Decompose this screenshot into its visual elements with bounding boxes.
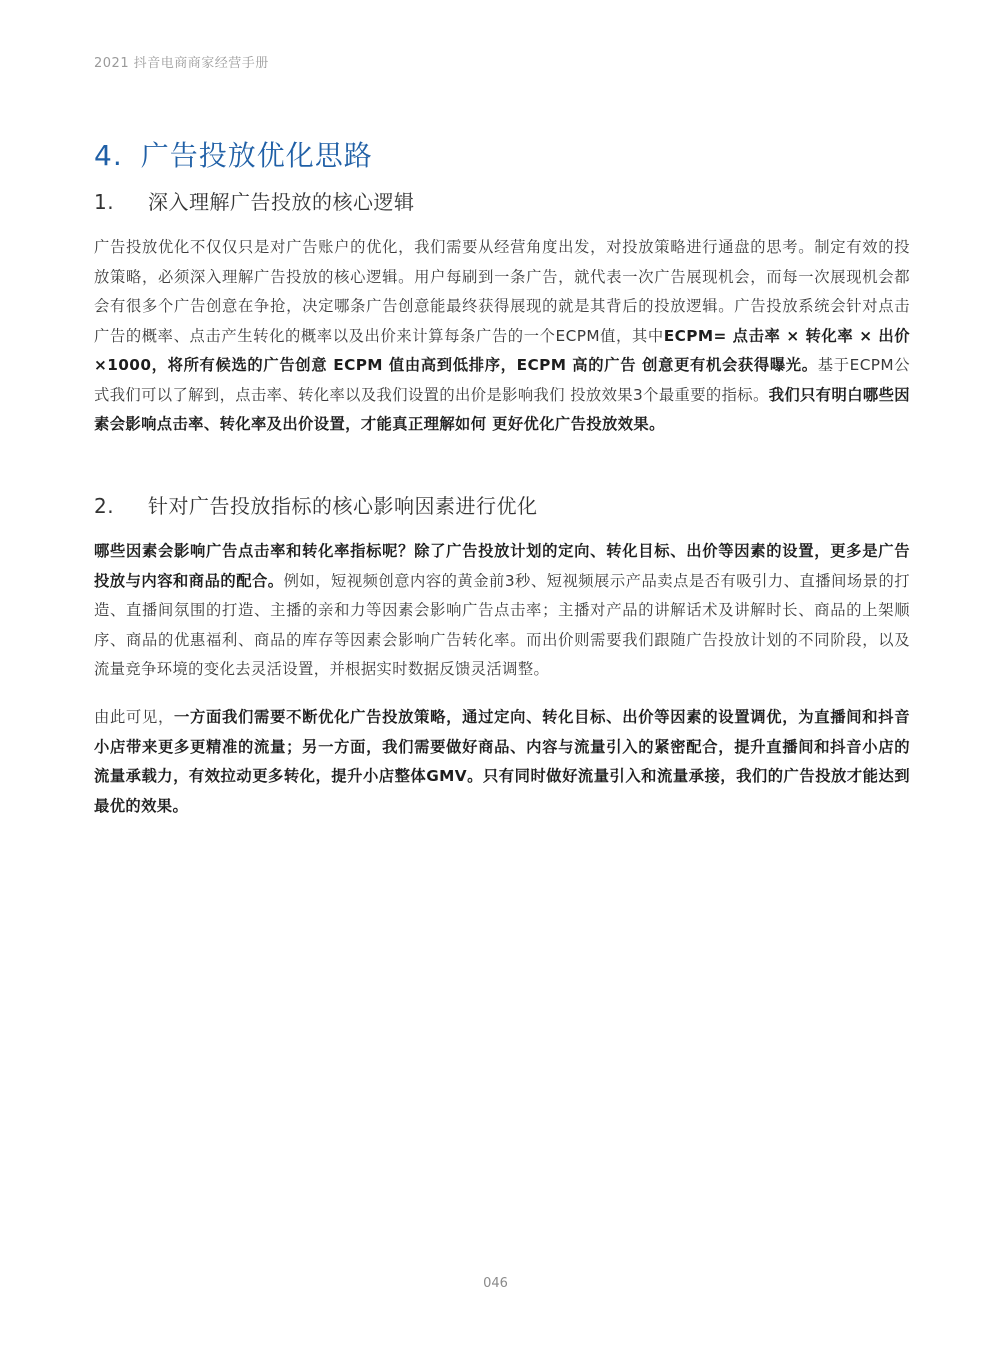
body-paragraph (94, 703, 910, 821)
section-heading-1 (94, 186, 415, 215)
body-paragraph (94, 233, 910, 440)
text-run-bold: 哪些因素会影响广告点击率和转化率指标呢？除了广告投放计划的定向、转化目标、出价等因素的设置，更多是广告投放与内容和商品的配合。 (94, 542, 910, 590)
text-run: 由此可见， (94, 708, 175, 726)
text-run: 广告投放优化不仅仅只是对广告账户的优化，我们需要从经营角度出发，对投放策略进行通盘的思考。制定有效的投放策略，必须深入理解广告投放的核心逻辑。用户每刷到一条广告，就代表一次广告展现机会，而每一次展现机会都会有很多个广告创意在争抢，决定哪条广告创意能最终获得展现的就是其背后的投放逻辑。广告投放系统会针对点击广告的概率、点击产生转化的概率以及出价来计算每条广告的一个ECPM值，其中 (94, 238, 910, 345)
page-number: 046 (483, 1276, 508, 1291)
chapter-number: 4. (94, 139, 123, 172)
text-run: 例如，短视频创意内容的黄金前3秒、短视频展示产品卖点是否有吸引力、直播间场景的打造、直播间氛围的打造、主播的亲和力等因素会影响广告点击率；主播对产品的讲解话术及讲解时长、商品的上架顺序、商品的优惠福利、商品的库存等因素会影响广告转化率。而出价则需要我们跟随广告投放计划的不同阶段，以及流量竞争环境的变化去灵活设置，并根据实时数据反馈灵活调整。 (94, 571, 910, 678)
text-run: 基于ECPM公式我们可以了解到，点击率、转化率以及我们设置的出价是影响我们 投放效果3个最重要的指标。 (94, 356, 910, 404)
text-run-bold: 我们只有明白哪些因素会影响点击率、转化率及出价设置，才能真正理解如何 更好优化广告投放效果。 (94, 385, 910, 433)
section-heading-2 (94, 490, 538, 519)
section-title: 针对广告投放指标的核心影响因素进行优化 (148, 494, 538, 518)
section-number: 1. (94, 190, 115, 214)
chapter-title-text: 广告投放优化思路 (140, 139, 373, 172)
text-run-bold: 一方面我们需要不断优化广告投放策略，通过定向、转化目标、出价等因素的设置调优，为直播间和抖音小店带来更多更精准的流量；另一方面，我们需要做好商品、内容与流量引入的紧密配合，提升直播间和抖音小店的流量承载力，有效拉动更多转化，提升小店整体GMV。只有同时做好流量引入和流量承接，我们的广告投放才能达到最优的效果。 (94, 708, 910, 815)
body-paragraph (94, 537, 910, 685)
text-run-bold: ECPM= 点击率 × 转化率 × 出价 ×1000，将所有候选的广告创意 ECPM 值由高到低排序，ECPM 高的广告 创意更有机会获得曝光。 (94, 326, 910, 374)
running-header: 2021 抖音电商商家经营手册 (94, 56, 269, 71)
section-number: 2. (94, 494, 115, 518)
chapter-title (94, 134, 373, 174)
section-title: 深入理解广告投放的核心逻辑 (148, 190, 415, 214)
